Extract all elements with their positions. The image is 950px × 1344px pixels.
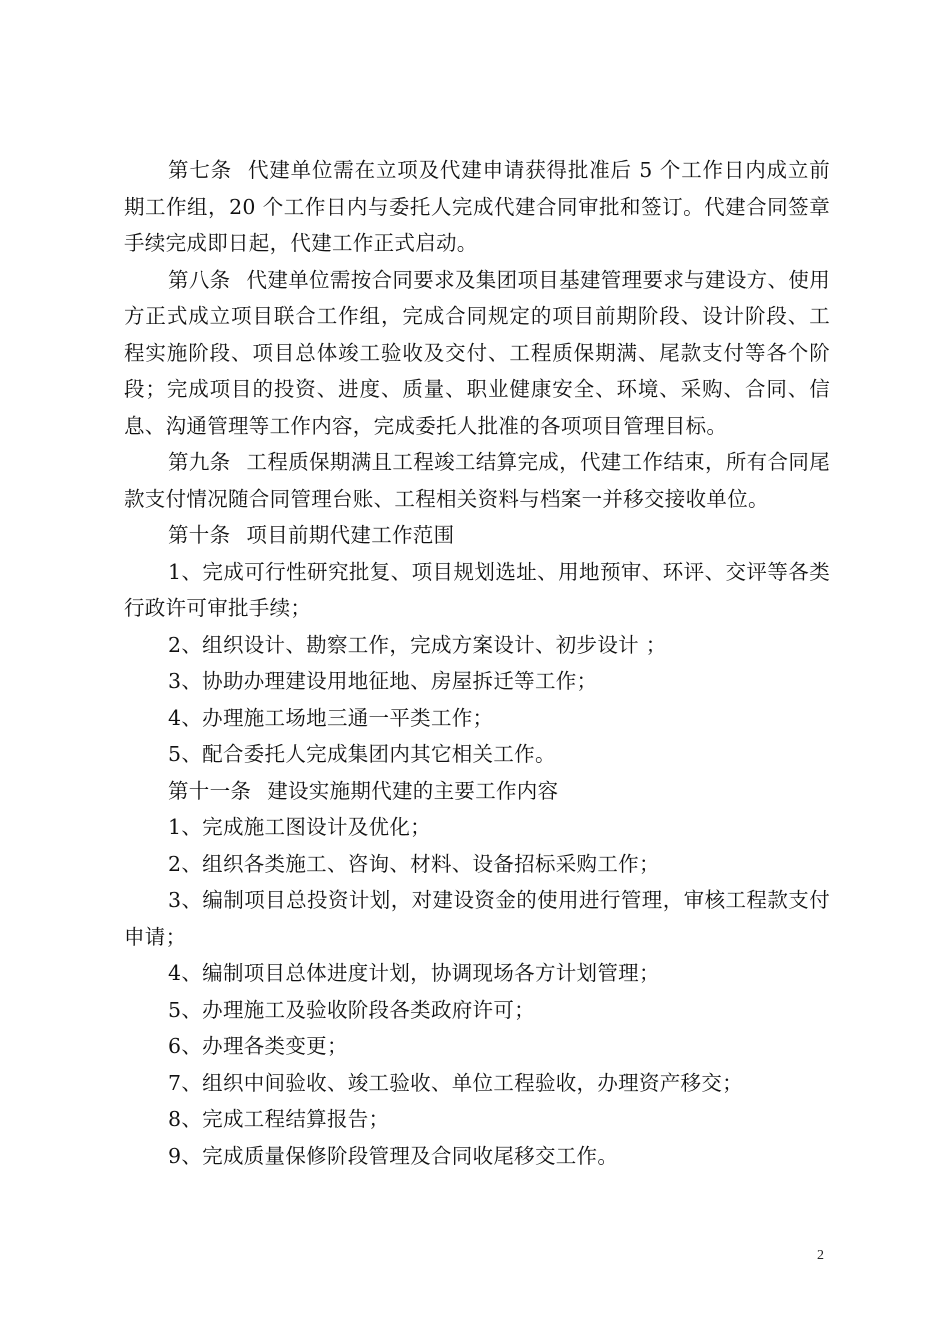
- list-item: 2、组织设计、勘察工作，完成方案设计、初步设计 ；: [168, 632, 667, 657]
- list-item: 9、完成质量保修阶段管理及合同收尾移交工作。: [168, 1143, 619, 1168]
- list-item: 7、组织中间验收、竣工验收、单位工程验收，办理资产移交；: [168, 1070, 743, 1095]
- article-11-label: 第十一条: [168, 778, 252, 803]
- article-8-label: 第八条: [168, 267, 231, 292]
- article-11: [124, 773, 830, 810]
- list-item: 4、编制项目总体进度计划，协调现场各方计划管理；: [168, 961, 660, 985]
- list-item: 4、办理施工场地三通一平类工作；: [168, 705, 494, 730]
- list-item: 2、组织各类施工、咨询、材料、设备招标采购工作；: [168, 851, 660, 876]
- list-item: 1、完成可行性研究批复、项目规划选址、用地预审、环评、交评等各类行政许可审批手续；: [124, 559, 830, 620]
- article-9-label: 第九条: [168, 450, 231, 474]
- list-item: 1、完成施工图设计及优化；: [168, 815, 431, 839]
- article-10-label: 第十条: [168, 523, 231, 547]
- list-item: 3、协助办理建设用地征地、房屋拆迁等工作；: [168, 669, 598, 693]
- list-item: 5、配合委托人完成集团内其它相关工作。: [168, 742, 556, 766]
- article-7: [124, 152, 830, 262]
- list-item: 6、办理各类变更；: [168, 1034, 348, 1058]
- article-10-heading: 项目前期代建工作范围: [246, 523, 455, 547]
- article-7-label: 第七条: [168, 158, 232, 182]
- article-9: [124, 444, 830, 517]
- article-10: [124, 517, 830, 554]
- page-number: 2: [817, 1248, 824, 1263]
- article-8: [124, 262, 830, 445]
- article-9-text: 工程质保期满且工程竣工结算完成，代建工作结束，所有合同尾款支付情况随合同管理台账、工程相关资料与档案一并移交接收单位。: [124, 450, 830, 511]
- list-item: 3、编制项目总投资计划，对建设资金的使用进行管理，审核工程款支付申请；: [124, 888, 830, 949]
- list-item: 5、办理施工及验收阶段各类政府许可；: [168, 997, 535, 1022]
- article-11-heading: 建设实施期代建的主要工作内容: [267, 778, 559, 803]
- article-8-text: 代建单位需按合同要求及集团项目基建管理要求与建设方、使用方正式成立项目联合工作组，完成合同规定的项目前期阶段、设计阶段、工程实施阶段、项目总体竣工验收及交付、工程质保期满、尾款支付等各个阶段；完成项目的投资、进度、质量、职业健康安全、环境、采购、合同、信息、沟通管理等工作内容，完成委托人批准的各项项目管理目标。: [124, 267, 830, 438]
- document-body: [124, 152, 830, 1174]
- list-item: 8、完成工程结算报告；: [168, 1107, 390, 1131]
- article-7-text: 代建单位需在立项及代建申请获得批准后 5 个工作日内成立前期工作组，20 个工作日内与委托人完成代建合同审批和签订。代建合同签章手续完成即日起，代建工作正式启动。: [124, 158, 830, 255]
